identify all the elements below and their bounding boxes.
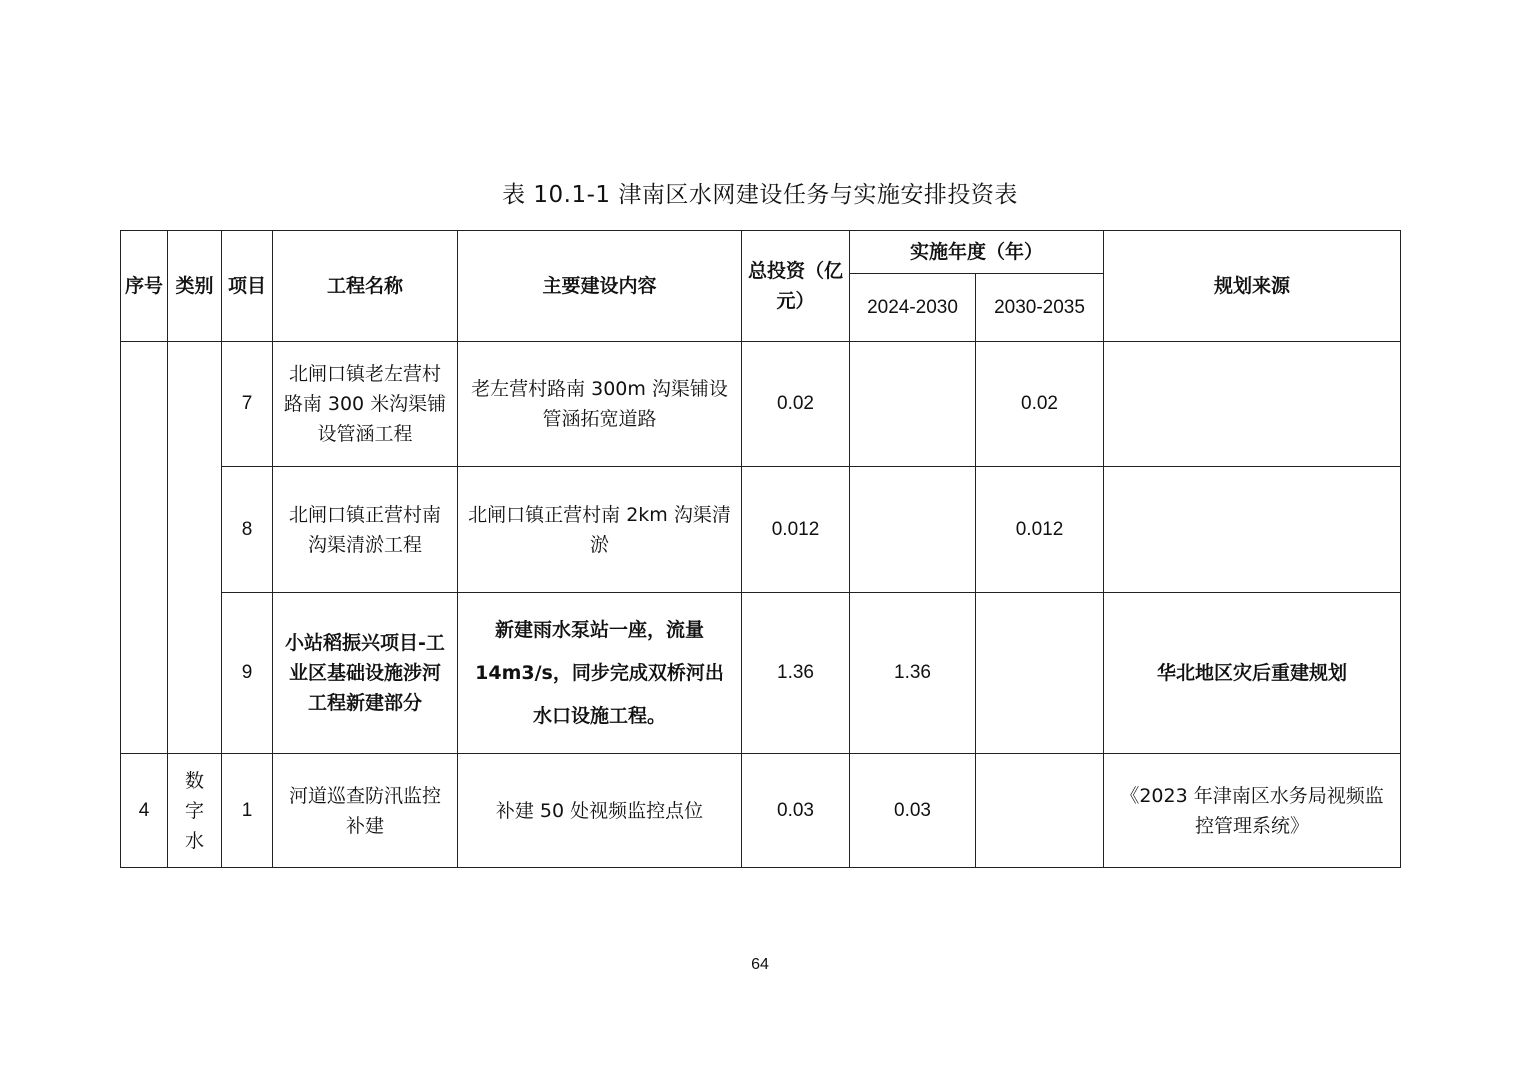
row-seq: [121, 342, 168, 754]
table-row: [121, 467, 1401, 593]
row-total: 1.36: [742, 593, 850, 754]
header-category: 类别: [168, 231, 222, 342]
row-content: 北闸口镇正营村南 2km 沟渠清淤: [458, 467, 742, 593]
row-project-name: 北闸口镇老左营村路南 300 米沟渠铺设管涵工程: [273, 342, 458, 467]
row-category: 数字水: [168, 754, 222, 868]
header-seq: 序号: [121, 231, 168, 342]
table-row: [121, 342, 1401, 467]
table-title: 表 10.1-1 津南区水网建设任务与实施安排投资表: [502, 182, 1018, 208]
table-row: [121, 754, 1401, 868]
row-project-name: 北闸口镇正营村南沟渠清淤工程: [273, 467, 458, 593]
row-content: 老左营村路南 300m 沟渠铺设管涵拓宽道路: [458, 342, 742, 467]
row-period-1: [850, 467, 976, 593]
header-source: 规划来源: [1104, 231, 1401, 342]
row-content: 新建雨水泵站一座，流量 14m3/s，同步完成双桥河出水口设施工程。: [458, 593, 742, 754]
header-item: 项目: [222, 231, 273, 342]
row-total: 0.02: [742, 342, 850, 467]
row-source: 华北地区灾后重建规划: [1104, 593, 1401, 754]
row-period-1: 0.03: [850, 754, 976, 868]
row-period-1: 1.36: [850, 593, 976, 754]
row-source: [1104, 467, 1401, 593]
row-total: 0.012: [742, 467, 850, 593]
header-period-1: 2024-2030: [850, 274, 976, 342]
investment-table: [120, 230, 1401, 868]
row-item: 9: [222, 593, 273, 754]
row-project-name: 河道巡查防汛监控补建: [273, 754, 458, 868]
row-project-name: 小站稻振兴项目-工业区基础设施涉河工程新建部分: [273, 593, 458, 754]
row-source: [1104, 342, 1401, 467]
row-total: 0.03: [742, 754, 850, 868]
row-period-2: [976, 593, 1104, 754]
row-item: 8: [222, 467, 273, 593]
header-period-2: 2030-2035: [976, 274, 1104, 342]
row-period-2: [976, 754, 1104, 868]
row-item: 7: [222, 342, 273, 467]
header-content: 主要建设内容: [458, 231, 742, 342]
page-number: 64: [751, 956, 769, 973]
row-period-1: [850, 342, 976, 467]
row-source: 《2023 年津南区水务局视频监控管理系统》: [1104, 754, 1401, 868]
header-total-investment: 总投资（亿元）: [742, 231, 850, 342]
header-project-name: 工程名称: [273, 231, 458, 342]
table-row: [121, 593, 1401, 754]
row-item: 1: [222, 754, 273, 868]
row-category: [168, 342, 222, 754]
row-period-2: 0.02: [976, 342, 1104, 467]
header-period: 实施年度（年）: [850, 231, 1104, 274]
row-seq: 4: [121, 754, 168, 868]
row-period-2: 0.012: [976, 467, 1104, 593]
row-content: 补建 50 处视频监控点位: [458, 754, 742, 868]
